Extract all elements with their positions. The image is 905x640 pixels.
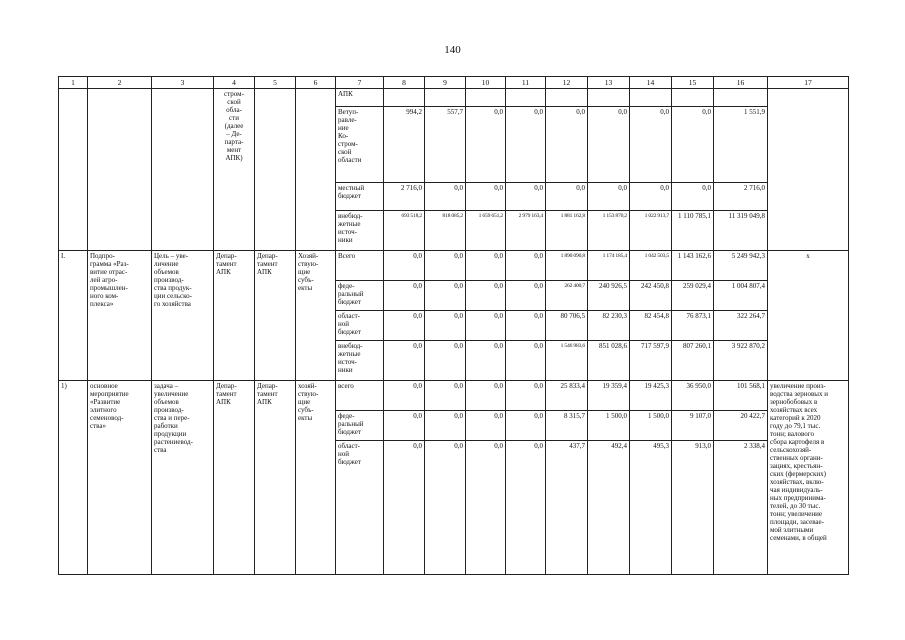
- header-cell: 14: [630, 77, 672, 89]
- value-cell: 0,0: [384, 311, 425, 341]
- value-cell: 0,0: [466, 281, 506, 311]
- value-cell: 1 004 807,4: [714, 281, 768, 311]
- value-cell: 0,0: [425, 411, 466, 441]
- value-cell: 0,0: [466, 251, 506, 281]
- value-cell: 1 042 503,5: [630, 251, 672, 281]
- value-cell: 0,0: [384, 411, 425, 441]
- value-cell: 9 107,0: [672, 411, 714, 441]
- value-cell: 0,0: [384, 341, 425, 381]
- cont-goal-cell: [152, 89, 214, 251]
- value-cell: 0,0: [506, 441, 546, 575]
- value-cell: 2 979 163,4: [506, 211, 546, 251]
- value-cell: 36 950,0: [672, 381, 714, 411]
- value-cell: 913,0: [672, 441, 714, 575]
- value-cell: 1 881 162,8: [546, 211, 588, 251]
- value-cell: 807 260,1: [672, 341, 714, 381]
- event-goal: задача – увеличение объемов производ- ства и пере- работки продукции растениевод- ства: [152, 381, 214, 575]
- value-cell: 1 659 651,2: [466, 211, 506, 251]
- funding-source-label: феде- ральный бюджет: [336, 281, 384, 311]
- value-cell: 0,0: [506, 183, 546, 211]
- participants-cell: Хозяй- ствую- щие субъ- екты: [296, 251, 336, 381]
- value-cell: 0,0: [546, 183, 588, 211]
- funding-source-label: внебюд- жетные источ- ники: [336, 341, 384, 381]
- value-cell: 5 249 942,3: [714, 251, 768, 281]
- value-cell: 0,0: [546, 107, 588, 183]
- responsible-dept-cell: стром- ской обла- сти (далее – Де- парта- мент АПК): [214, 89, 255, 251]
- header-cell: 10: [466, 77, 506, 89]
- value-cell: 19 425,3: [630, 381, 672, 411]
- value-cell: 0,0: [588, 107, 630, 183]
- responsible-dept-cell: Депар- тамент АПК: [214, 381, 255, 575]
- value-cell: 101 568,1: [714, 381, 768, 411]
- value-cell: 0,0: [466, 441, 506, 575]
- funding-source-label: феде- ральный бюджет: [336, 411, 384, 441]
- value-cell: 0,0: [425, 311, 466, 341]
- subprogram-goal: Цель – уве- личение объемов производ- ства продук- ции сельско- го хозяйства: [152, 251, 214, 381]
- value-cell: 1 890 090,8: [546, 251, 588, 281]
- value-cell: 495,3: [630, 441, 672, 575]
- expected-result-cell: увеличение произ- водства зерновых и зернобобовых в хозяйствах всех категорий к 2020 году до 79,1 тыс. тонн; валового сбора картофеля в сельскохозяй- ственных органи- зациях, крестьян- ских (фермерских) хозяйствах, вклю- чая индивидуаль- ных предпринима- телей, до 30 тыс. тонн; увеличение площади, засевае- мой элитными семенами, в общей: [768, 381, 849, 575]
- value-cell: 2 716,0: [714, 183, 768, 211]
- value-cell: 0,0: [384, 381, 425, 411]
- value-cell: 0,0: [425, 441, 466, 575]
- value-cell: 262 400,7: [546, 281, 588, 311]
- header-cell: 16: [714, 77, 768, 89]
- header-cell: 15: [672, 77, 714, 89]
- value-cell: 1 500,0: [588, 411, 630, 441]
- header-cell: 11: [506, 77, 546, 89]
- funding-source-label: Ветуп- равле- ние Ко- стром- ской области: [336, 107, 384, 183]
- value-cell: 0,0: [588, 183, 630, 211]
- funding-source-label: Всего: [336, 251, 384, 281]
- funding-source-label: АПК: [336, 89, 384, 107]
- value-cell: 851 028,6: [588, 341, 630, 381]
- value-cell: 0,0: [384, 281, 425, 311]
- header-cell: 7: [336, 77, 384, 89]
- value-cell: 0,0: [630, 183, 672, 211]
- funding-source-label: всего: [336, 381, 384, 411]
- value-cell: 818 085,2: [425, 211, 466, 251]
- value-cell: 0,0: [425, 341, 466, 381]
- header-cell: 8: [384, 77, 425, 89]
- value-cell: 1 500,0: [630, 411, 672, 441]
- result-cell: х: [768, 251, 849, 381]
- value-cell: 242 450,8: [630, 281, 672, 311]
- value-cell: 0,0: [425, 381, 466, 411]
- funding-source-label: местный бюджет: [336, 183, 384, 211]
- funding-source-label: област- ной бюджет: [336, 441, 384, 575]
- value-cell: 0,0: [425, 281, 466, 311]
- value-cell: 1 546 983,6: [546, 341, 588, 381]
- value-cell: 259 029,4: [672, 281, 714, 311]
- value-cell: 0,0: [466, 107, 506, 183]
- value-cell: 240 926,5: [588, 281, 630, 311]
- value-cell: 1 110 785,1: [672, 211, 714, 251]
- value-cell: 80 706,5: [546, 311, 588, 341]
- value-cell: 693 518,2: [384, 211, 425, 251]
- value-cell: 0,0: [384, 251, 425, 281]
- value-cell: 0,0: [466, 381, 506, 411]
- value-cell: 0,0: [672, 183, 714, 211]
- header-cell: 1: [59, 77, 88, 89]
- header-cell: 4: [214, 77, 255, 89]
- cont-name-cell: [88, 89, 152, 251]
- value-cell: 0,0: [506, 311, 546, 341]
- value-cell: 1 551,9: [714, 107, 768, 183]
- value-cell: 492,4: [588, 441, 630, 575]
- event-number: 1): [59, 381, 88, 575]
- value-cell: 0,0: [630, 107, 672, 183]
- cont-result-cell: [768, 89, 849, 251]
- value-cell: 0,0: [506, 341, 546, 381]
- responsible-dept-cell: Депар- тамент АПК: [214, 251, 255, 381]
- subprogram-number: I.: [59, 251, 88, 381]
- table-row: [59, 89, 849, 107]
- table-row: [59, 251, 849, 281]
- value-cell: 0,0: [506, 107, 546, 183]
- value-cell: 557,7: [425, 107, 466, 183]
- value-cell: 717 597,9: [630, 341, 672, 381]
- value-cell: 0,0: [466, 311, 506, 341]
- value-cell: 82 454,8: [630, 311, 672, 341]
- value-cell: 25 833,4: [546, 381, 588, 411]
- table-row: [59, 381, 849, 411]
- event-name: основное мероприятие «Развитие элитного семеновод- ства»: [88, 381, 152, 575]
- cont-number-cell: [59, 89, 88, 251]
- value-cell: 11 319 049,8: [714, 211, 768, 251]
- header-cell: 6: [296, 77, 336, 89]
- value-cell: 1 022 913,7: [630, 211, 672, 251]
- value-cell: 0,0: [506, 411, 546, 441]
- column-number-row: [59, 77, 849, 89]
- header-cell: 17: [768, 77, 849, 89]
- value-cell: 8 315,7: [546, 411, 588, 441]
- funding-source-label: внебюд- жетные источ- ники: [336, 211, 384, 251]
- header-cell: 13: [588, 77, 630, 89]
- value-cell: 1 143 162,6: [672, 251, 714, 281]
- value-cell: 20 422,7: [714, 411, 768, 441]
- funding-source-label: област- ной бюджет: [336, 311, 384, 341]
- value-cell: 1 153 870,2: [588, 211, 630, 251]
- value-cell: 0,0: [425, 251, 466, 281]
- header-cell: 2: [88, 77, 152, 89]
- page-number: 140: [444, 44, 461, 56]
- header-cell: 3: [152, 77, 214, 89]
- cont-participants-cell: [296, 89, 336, 251]
- value-cell: 0,0: [384, 441, 425, 575]
- value-cell: 3 922 870,2: [714, 341, 768, 381]
- header-cell: 5: [255, 77, 296, 89]
- value-cell: 76 873,1: [672, 311, 714, 341]
- header-cell: 12: [546, 77, 588, 89]
- value-cell: 437,7: [546, 441, 588, 575]
- value-cell: 0,0: [466, 411, 506, 441]
- value-cell: 0,0: [466, 183, 506, 211]
- value-cell: 994,2: [384, 107, 425, 183]
- subprogram-name: Подпро- грамма «Раз- витие отрас- лей агро- промышлен- ного ком- плекса»: [88, 251, 152, 381]
- value-cell: 2 338,4: [714, 441, 768, 575]
- value-cell: 0,0: [466, 341, 506, 381]
- value-cell: 0,0: [672, 107, 714, 183]
- participants-cell: хозяй- ствую- щие субъ- екты: [296, 381, 336, 575]
- value-cell: 0,0: [506, 251, 546, 281]
- value-cell: 322 264,7: [714, 311, 768, 341]
- coexecutor-cell: Депар- тамент АПК: [255, 381, 296, 575]
- budget-table: [58, 76, 849, 575]
- value-cell: 0,0: [425, 183, 466, 211]
- header-cell: 9: [425, 77, 466, 89]
- value-cell: 82 230,3: [588, 311, 630, 341]
- value-cell: 19 359,4: [588, 381, 630, 411]
- value-cell: 2 716,0: [384, 183, 425, 211]
- value-cell: 1 174 185,4: [588, 251, 630, 281]
- cont-coexec-cell: [255, 89, 296, 251]
- value-cell: 0,0: [506, 381, 546, 411]
- coexecutor-cell: Депар- тамент АПК: [255, 251, 296, 381]
- value-cell: 0,0: [506, 281, 546, 311]
